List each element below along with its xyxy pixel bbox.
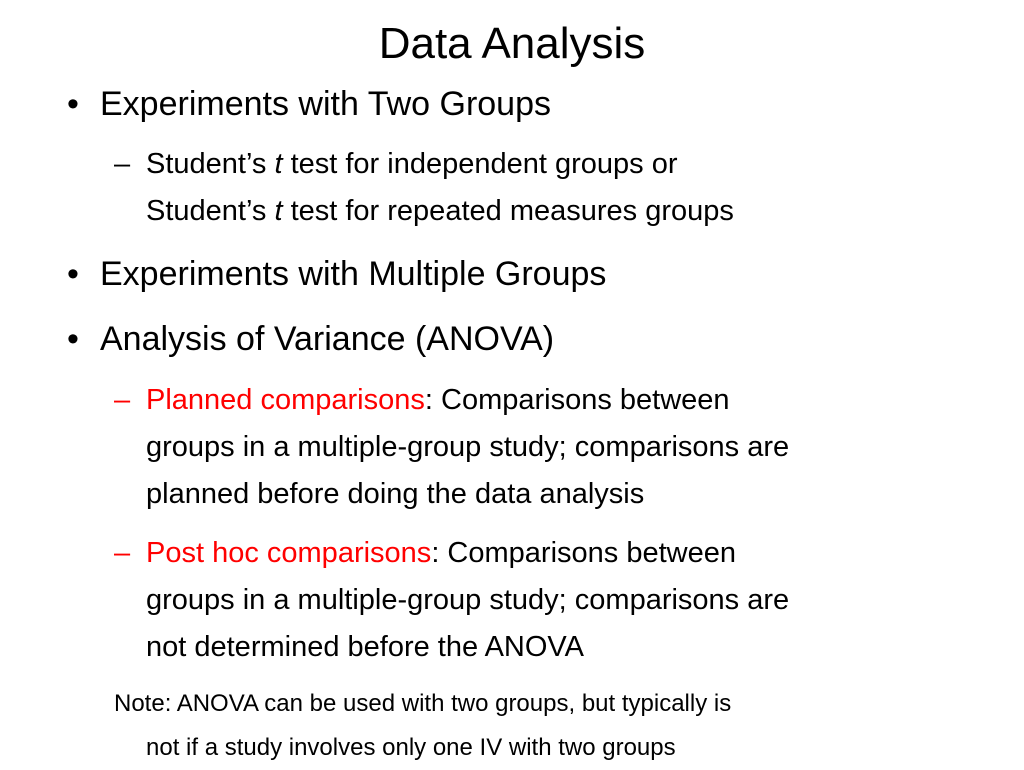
bullet-text: Experiments with Multiple Groups (100, 255, 607, 293)
text-fragment: Student’s (146, 148, 275, 180)
bullet-text: Experiments with Two Groups (100, 85, 551, 123)
sub-bullet-line: groups in a multiple-group study; comparisons are (146, 584, 790, 616)
sub-bullet-line (146, 188, 986, 235)
text-fragment: Student’s (146, 195, 275, 227)
text-fragment: test for independent groups or (282, 148, 678, 180)
bullet-text: Analysis of Variance (ANOVA) (100, 320, 555, 358)
slide-title: Data Analysis (378, 19, 646, 68)
dash-icon: – (114, 384, 131, 416)
sub-bullet-line: planned before doing the data analysis (146, 478, 645, 510)
note (114, 682, 954, 770)
bullet-dot-icon: • (67, 320, 79, 358)
bullet-experiments-two-groups (67, 84, 551, 124)
sub-bullet-line: not determined before the ANOVA (146, 631, 584, 663)
italic-t: t (274, 195, 283, 227)
note-line: Note: ANOVA can be used with two groups, but typically is (114, 690, 732, 717)
sub-bullet-planned-comparisons (114, 377, 986, 518)
dash-icon: – (114, 148, 131, 180)
bullet-dot-icon: • (67, 85, 79, 123)
bullet-anova (67, 319, 555, 359)
bullet-experiments-multiple-groups (67, 254, 607, 294)
dash-icon: – (114, 537, 131, 569)
sub-bullet-line (146, 141, 986, 188)
term-planned-comparisons: Planned comparisons (146, 384, 425, 416)
bullet-dot-icon: • (67, 255, 79, 293)
text-fragment: test for repeated measures groups (282, 195, 734, 227)
sub-bullet-t-tests (114, 141, 986, 235)
term-post-hoc-comparisons: Post hoc comparisons (146, 537, 432, 569)
sub-bullet-post-hoc-comparisons (114, 530, 986, 671)
sub-bullet-line (146, 377, 986, 424)
text-fragment: : Comparisons between (424, 384, 730, 416)
text-fragment: : Comparisons between (431, 537, 736, 569)
note-line: not if a study involves only one IV with two groups (146, 734, 676, 761)
sub-bullet-line: groups in a multiple-group study; comparisons are (146, 431, 790, 463)
italic-t: t (274, 148, 283, 180)
sub-bullet-line (146, 530, 986, 577)
